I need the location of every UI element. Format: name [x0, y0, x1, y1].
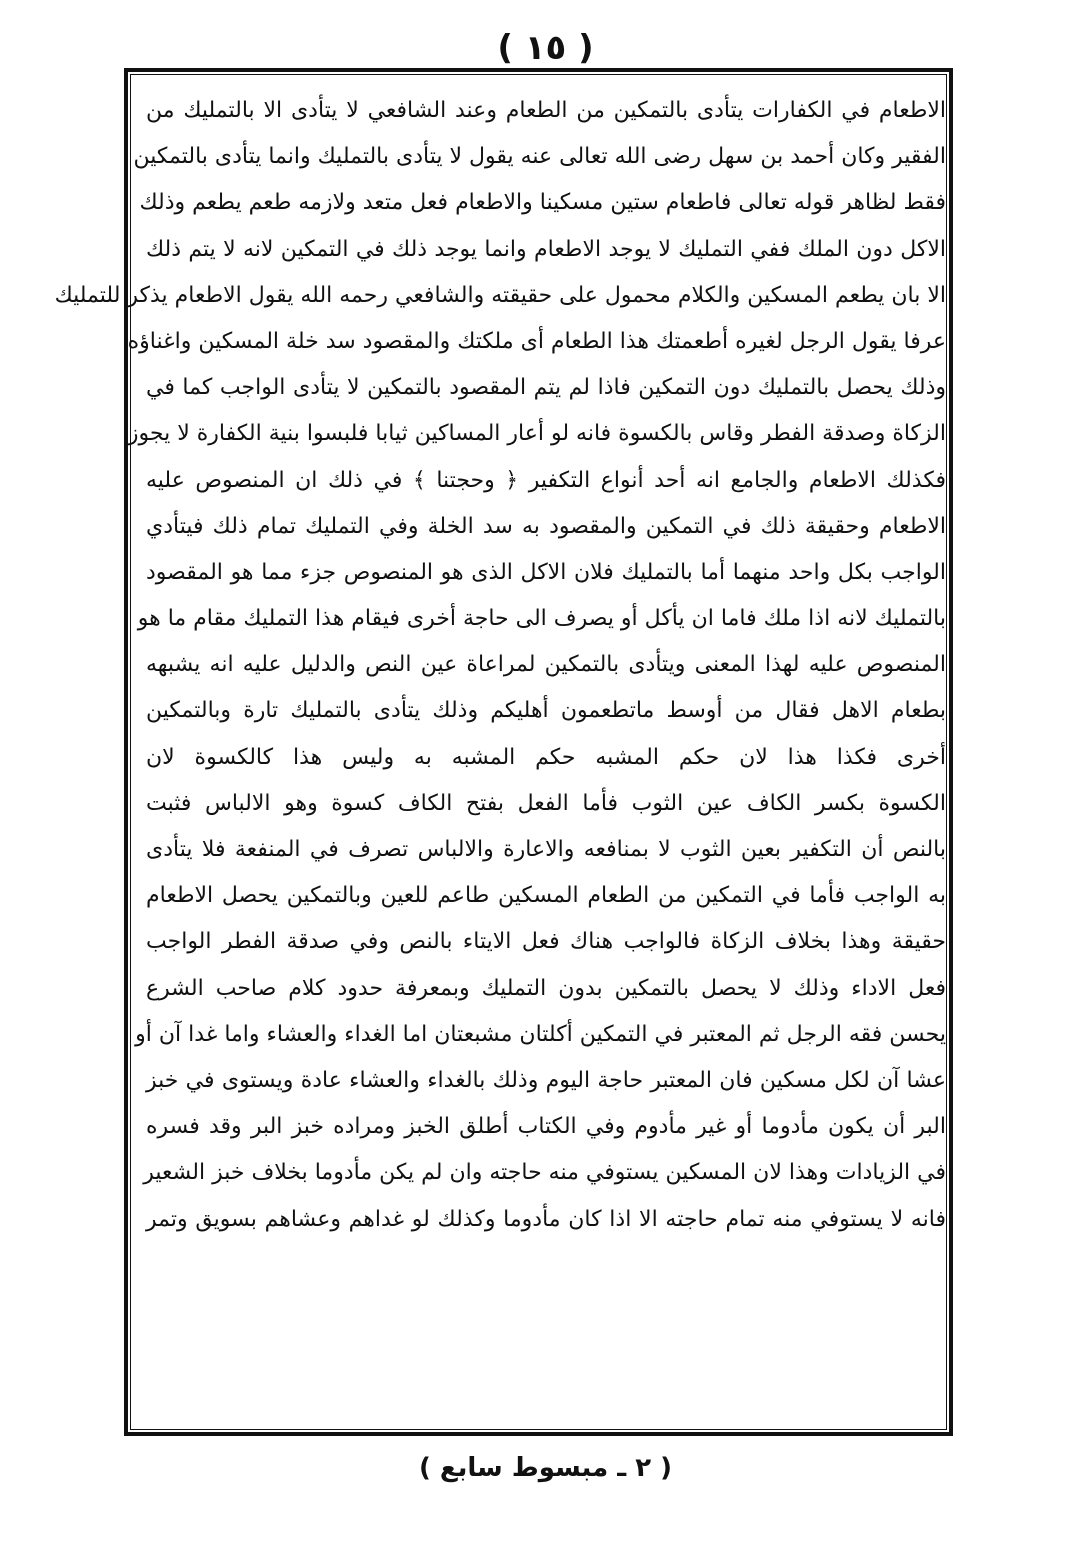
text-line: عشا آن لكل مسكين فان المعتبر حاجة اليوم وذلك بالغداء والعشاء عادة ويستوى في خبز [146, 1067, 946, 1093]
text-line: عرفا يقول الرجل لغيره أطعمتك هذا الطعام أى ملكتك والمقصود سد خلة المسكين واغناؤه [127, 328, 946, 354]
text-line: حقيقة وهذا بخلاف الزكاة فالواجب هناك فعل الايتاء بالنص وفي صدقة الفطر الواجب [146, 929, 946, 955]
text-line: بالنص أن التكفير بعين الثوب لا بمنافعه والاعارة والالباس تصرف في المنفعة فلا يتأدى [146, 837, 946, 862]
text-line: وذلك يحصل بالتمليك دون التمكين فاذا لم يتم المقصود بالتمكين لا يتأدى الواجب كما في [146, 375, 946, 401]
text-line: الفقير وكان أحمد بن سهل رضى الله تعالى عنه يقول لا يتأدى بالتمليك وانما يتأدى بالتمكين [133, 144, 946, 170]
footer-signature: ( ٢ ـ مبسوط سابع ) [418, 1453, 673, 1483]
body-text [54, 88, 946, 1428]
text-line: الكسوة بكسر الكاف عين الثوب فأما الفعل بفتح الكاف كسوة وهو الالباس فثبت [146, 790, 946, 816]
text-line: الاطعام في الكفارات يتأدى بالتمكين من الطعام وعند الشافعي لا يتأدى الا بالتمليك من [146, 98, 946, 123]
text-line: به الواجب فأما في التمكين من الطعام المسكين طاعم للعين وبالتمكين يحصل الاطعام [146, 883, 946, 909]
text-line: بطعام الاهل فقال من أوسط ماتطعمون أهليكم وذلك يتأدى بالتمليك تارة وبالتمكين [146, 698, 946, 724]
text-line: يحسن فقه الرجل ثم المعتبر في التمكين أكلتان مشبعتان اما الغداء والعشاء واما غدا آن أو [135, 1021, 946, 1047]
text-line: فكذلك الاطعام والجامع انه أحد أنواع التكفير ﴿ وحجتنا ﴾ في ذلك ان المنصوص عليه [146, 467, 946, 493]
text-line: الزكاة وصدقة الفطر وقاس بالكسوة فانه لو أعار المساكين ثيابا فلبسوا بنية الكفارة لا يجوز [127, 421, 946, 447]
text-line: البر أن يكون مأدوما أو غير مأدوم وفي الكتاب أطلق الخبز ومراده خبز البر وقد فسره [146, 1114, 946, 1140]
text-line: الاكل دون الملك ففي التمليك لا يوجد الاطعام وانما يوجد ذلك في التمكين لانه لا يتم ذلك [146, 236, 946, 262]
text-line: فعل الاداء وذلك لا يحصل بالتمكين بدون التمليك وبمعرفة حدود كلام صاحب الشرع [146, 975, 946, 1001]
text-line: فقط لظاهر قوله تعالى فاطعام ستين مسكينا والاطعام فعل متعد ولازمه طعم يطعم وذلك [139, 190, 946, 216]
text-line: أخرى فكذا هذا لان حكم المشبه حكم المشبه به وليس هذا كالكسوة لان [146, 744, 946, 770]
text-line: فانه لا يستوفي منه تمام حاجته الا اذا كان مأدوما وكذلك لو غداهم وعشاهم بسويق وتمر [146, 1206, 946, 1232]
text-line: المنصوص عليه لهذا المعنى ويتأدى بالتمكين لمراعاة عين النص والدليل عليه انه يشبهه [146, 652, 946, 678]
text-line: بالتمليك لانه اذا ملك فاما ان يأكل أو يصرف الى حاجة أخرى فيقام هذا التمليك مقام ما هو [137, 606, 946, 632]
text-line: في الزيادات وهذا لان المسكين يستوفي منه حاجته وان لم يكن مأدوما بخلاف خبز الشعير [143, 1160, 946, 1186]
text-line: الاطعام وحقيقة ذلك في التمكين والمقصود به سد الخلة وفي التمليك تمام ذلك فيتأدي [146, 513, 946, 539]
page-number: ( ١٥ ) [497, 28, 594, 68]
text-line: الواجب بكل واحد منهما أما بالتمليك فلان الاكل الذى هو المنصوص جزء مما هو المقصود [146, 559, 946, 585]
text-line: الا بان يطعم المسكين والكلام محمول على حقيقته والشافعي رحمه الله يقول الاطعام يذكر للتمليك [54, 282, 946, 308]
